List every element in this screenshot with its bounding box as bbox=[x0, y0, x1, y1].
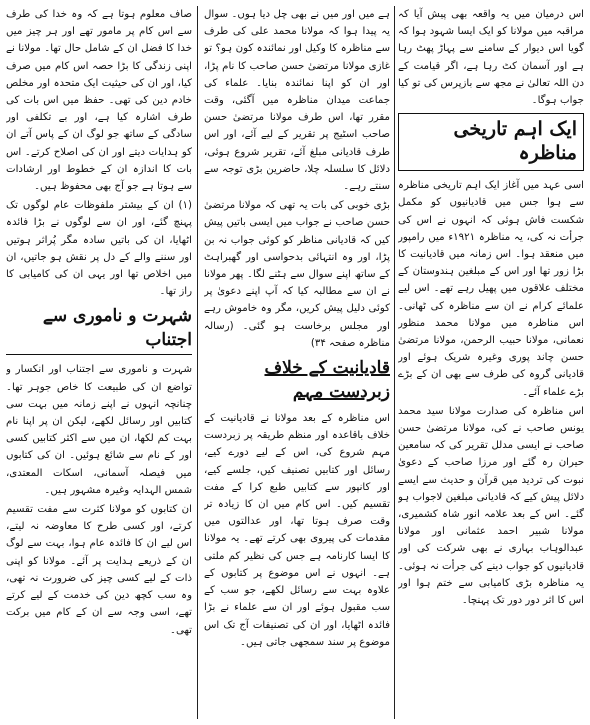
paragraph: اس مناظرہ کی صدارت مولانا سید محمد یونس صاحب نے کی، مولانا مرتضیٰ حسن صاحب نے ایسی مدلل تقریر کی کہ سامعین حیران رہ گئے اور مرزا صاحب کے دعویٰ نبوت کی تردید میں قرآن و حدیث سے ایسے دلائل پیش کیے کہ قادیانی مبلغین لاجواب ہو گئے۔ اس کے بعد علامہ انور شاہ کشمیری، مولانا شبیر احمد عثمانی اور مولانا عبدالوہاب بہاری نے بھی شرکت کی اور قادیانیوں کو جواب دینے کی جرأت نہ ہوئی۔ یہ مناظرہ بڑی کامیابی سے ختم ہوا اور اس کا اثر دور دور تک پہنچا۔ bbox=[398, 405, 584, 607]
right-column bbox=[398, 6, 584, 719]
column-divider bbox=[394, 6, 395, 719]
paragraph: اس مناظرہ کے بعد مولانا نے قادیانیت کے خلاف باقاعدہ اور منظم طریقہ پر زبردست مہم شروع کی، اس کے لیے دورے کیے، رسائل اور کتابیں تصنیف کیں، جلسے کیے، اور کانپور سے کتابیں طبع کرا کے مفت تقسیم کیں۔ اس کام میں ان کا زیادہ تر وقت صرف ہوتا تھا، اور عدالتوں میں مقدمات کی پیروی بھی کرتے تھے۔ یہ مولانا کا ایسا کارنامہ ہے جس کی نظیر کم ملتی ہے۔ انہوں نے اس موضوع پر کتابوں کے علاوہ بہت سے رسائل لکھے، جو سب کے سب مقبول ہوئے اور ان سے علماء نے بڑا فائدہ اٹھایا، اور ان کی تصنیفات آج تک اس موضوع پر سند سمجھی جاتی ہیں۔ bbox=[204, 413, 390, 648]
middle-column bbox=[204, 6, 390, 719]
section-heading-campaign: قادیانیت کے خلاف زبردست مہم bbox=[264, 358, 390, 403]
left-column bbox=[6, 6, 192, 719]
paragraph: ان کتابوں کو مولانا کثرت سے مفت تقسیم کرتے، اور کسی طرح کا معاوضہ نہ لیتے، اس لیے ان کا فائدہ عام ہوا، بہت سے لوگ ان کے ذریعے ہدایت پر آئے۔ مولانا کو اپنی ذات کے لیے کسی چیز کی ضرورت نہ تھی، وہ سب کچھ دین کی خدمت کے لیے کرتے تھے، اسی وجہ سے ان کے کام میں برکت تھی۔ bbox=[6, 504, 192, 636]
paragraph: اسی عہد میں آغاز ایک اہم تاریخی مناظرہ سے ہوا جس میں قادیانیوں کو مکمل شکست فاش ہوئی کہ انہوں نے اس کی جرأت نہ کی، یہ مناظرہ ۱۹۲۱ء میں رامپور میں منعقد ہوا۔ اس زمانہ میں قادیانیت کا بڑا زور تھا اور اس کے مبلغین ہندوستان کے مختلف علاقوں میں پھیل رہے تھے۔ اس لیے علمائے کرام نے ان سے مناظرہ کی ٹھانی۔ اس مناظرہ میں مولانا محمد منظور نعمانی، مولانا حبیب الرحمن، مولانا مرتضیٰ حسن چاند پوری وغیرہ شریک ہوئے اور قادیانی گروہ کی طرف سے بھی ان کے بڑے بڑے علماء آئے۔ bbox=[398, 180, 584, 398]
paragraph: شہرت و ناموری سے اجتناب اور انکسار و تواضع ان کی طبیعت کا خاص جوہر تھا۔ چنانچہ انہوں نے اپنے زمانہ میں بہت سی کتابیں اور رسائل لکھے، لیکن ان پر اپنا نام بہت کم لکھا، ان میں سے اکثر کتابیں کسی اور کے نام سے شائع ہوئیں۔ ان کی کتابوں میں فیصلہ آسمانی، اسکات المعتدی، شمس الہدایہ وغیرہ مشہور ہیں۔ bbox=[6, 364, 192, 496]
paragraph: بڑی خوبی کی بات یہ تھی کہ مولانا مرتضیٰ حسن صاحب نے جواب میں ایسی باتیں پیش کیں کہ قادیانی مناظر کو کوئی جواب نہ بن پڑا، اور وہ انتہائی بدحواسی اور گھبراہٹ کے ساتھ اپنے سوال سے ہٹنے لگا۔ پھر مولانا نے ان سے مطالبہ کیا کہ آپ اپنے دعویٰ پر کوئی دلیل پیش کریں، مگر وہ خاموش رہے اور مجلس برخاست ہو گئی۔ (رسالہ مناظرہ صفحہ ۳۴) bbox=[204, 200, 390, 349]
paragraph: صاف معلوم ہوتا ہے کہ وہ خدا کی طرف سے اس کام پر مامور تھے اور ہر چیز میں خدا کا فضل ان کے شامل حال تھا۔ مولانا نے اپنی زندگی کا بڑا حصہ اس کام میں صرف کیا، اور ان کی حیثیت ایک متحدہ اور مخلص خادم دین کی تھی۔ حفظ میں اس بات کی طرف اشارہ کیا ہے، اور بے تکلفی اور سادگی کے ساتھ جو لوگ ان کے پاس آتے ان کو ہدایات دیتے اور ان کی اصلاح کرتے۔ اس بات کا اندازہ ان کے خطوط اور ارشادات سے ہوتا ہے جو آج بھی محفوظ ہیں۔ bbox=[6, 9, 192, 193]
paragraph: اس درمیان میں یہ واقعہ بھی پیش آیا کہ مراقبہ میں مولانا کو ایک ایسا شہود ہوا کہ گویا اس دیوار کے سامنے سے پہاڑ پھٹ رہا ہے اور آسمان کٹ رہا ہے، اگر قیامت کے دن اللہ تعالیٰ نے مجھ سے بازپرس کی تو کیا جواب ہوگا۔ bbox=[398, 9, 584, 107]
column-divider bbox=[197, 6, 198, 719]
paragraph: ہے میں اور میں نے بھی چل دیا ہوں۔ سوال یہ پیدا ہوا کہ مولانا محمد علی کی طرف سے مناظرہ کا وکیل اور نمائندہ کون ہو؟ تو غازی مولانا مرتضیٰ حسن صاحب کا نام پڑا، اور ان کو اپنا نمائندہ بنایا۔ علماء کی جماعت میدان مناظرہ میں آگئی، وقت مقرر تھا، اس طرف مولانا مرتضیٰ حسن صاحب اسٹیج پر تقریر کے لیے آئے، اور اس طرف قادیانی مبلغ آئے، تقریر شروع ہوئی، دلائل کا سلسلہ چلا، حاضرین بڑی توجہ سے سنتے رہے۔ bbox=[204, 9, 390, 193]
paragraph: (۱) ان کے بیشتر ملفوظات عام لوگوں تک پہنچ گئے، اور ان سے لوگوں نے بڑا فائدہ اٹھایا، ان کی باتیں سادہ مگر پُراثر ہوتیں اور سننے والے کے دل پر نقش ہو جاتیں، ان میں اخلاص تھا اور یہی ان کی کامیابی کا راز تھا۔ bbox=[6, 200, 192, 298]
section-heading-debate: ایک اہم تاریخی مناظرہ bbox=[398, 113, 584, 171]
section-heading-humility: شہرت و ناموری سے اجتناب bbox=[6, 304, 192, 355]
